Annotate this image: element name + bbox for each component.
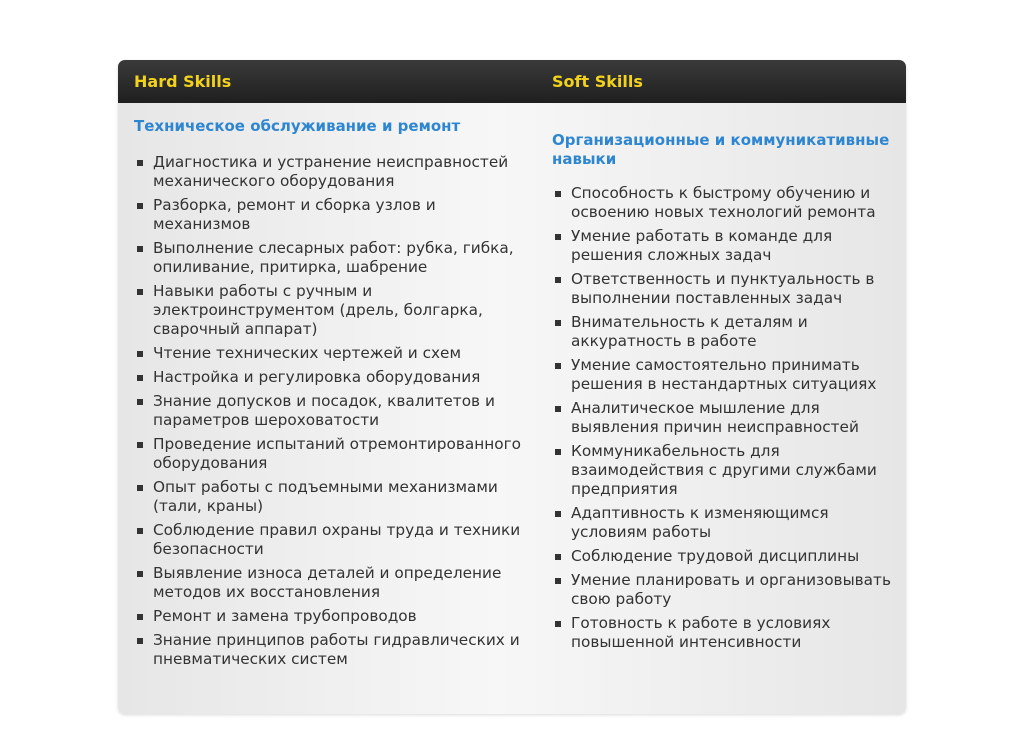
square-bullet-icon (555, 234, 561, 240)
list-item-text: Знание допусков и посадок, квалитетов и параметров шероховатости (153, 392, 495, 429)
square-bullet-icon (137, 528, 143, 534)
list-item (134, 282, 530, 339)
list-item (134, 564, 530, 602)
list-item-text: Чтение технических чертежей и схем (153, 344, 461, 362)
square-bullet-icon (137, 442, 143, 448)
list-item (552, 571, 892, 609)
list-item (134, 153, 530, 191)
table-header (118, 60, 906, 103)
list-item (552, 270, 892, 308)
list-item-text: Коммуникабельность для взаимодействия с другими службами предприятия (571, 442, 877, 498)
square-bullet-icon (555, 277, 561, 283)
square-bullet-icon (137, 375, 143, 381)
list-item-text: Диагностика и устранение неисправностей механического оборудования (153, 153, 509, 190)
list-item-text: Способность к быстрому обучению и освоению новых технологий ремонта (571, 184, 876, 221)
square-bullet-icon (137, 160, 143, 166)
list-item-text: Адаптивность к изменяющимся условиям работы (571, 504, 829, 541)
list-item (134, 521, 530, 559)
list-item-text: Соблюдение трудовой дисциплины (571, 547, 860, 565)
list-item (552, 356, 892, 394)
list-item (134, 631, 530, 669)
soft-skills-header: Soft Skills (552, 72, 643, 91)
list-item-text: Ремонт и замена трубопроводов (153, 607, 417, 625)
soft-skills-section-title: Организационные и коммуникативные навыки (552, 131, 890, 168)
hard-skills-list (134, 153, 530, 669)
list-item (134, 344, 530, 363)
square-bullet-icon (555, 621, 561, 627)
hard-skills-column (134, 103, 530, 674)
list-item (134, 478, 530, 516)
square-bullet-icon (137, 289, 143, 295)
list-item-text: Выполнение слесарных работ: рубка, гибка, опиливание, притирка, шабрение (153, 239, 514, 276)
list-item-text: Ответственность и пунктуальность в выполнении поставленных задач (571, 270, 875, 307)
list-item (134, 392, 530, 430)
list-item-text: Соблюдение правил охраны труда и техники безопасности (153, 521, 521, 558)
square-bullet-icon (555, 578, 561, 584)
list-item (552, 614, 892, 652)
square-bullet-icon (137, 399, 143, 405)
list-item (552, 547, 892, 566)
list-item-text: Опыт работы с подъемными механизмами (тали, краны) (153, 478, 498, 515)
square-bullet-icon (555, 320, 561, 326)
square-bullet-icon (137, 614, 143, 620)
list-item-text: Настройка и регулировка оборудования (153, 368, 481, 386)
square-bullet-icon (555, 191, 561, 197)
square-bullet-icon (137, 351, 143, 357)
list-item (134, 368, 530, 387)
list-item-text: Умение планировать и организовывать свою работу (571, 571, 891, 608)
hard-skills-section-title: Техническое обслуживание и ремонт (134, 117, 461, 135)
skills-card (118, 60, 906, 714)
list-item (134, 239, 530, 277)
list-item-text: Аналитическое мышление для выявления причин неисправностей (571, 399, 859, 436)
list-item-text: Выявление износа деталей и определение методов их восстановления (153, 564, 502, 601)
square-bullet-icon (137, 638, 143, 644)
list-item (134, 196, 530, 234)
list-item (552, 504, 892, 542)
square-bullet-icon (555, 554, 561, 560)
square-bullet-icon (137, 203, 143, 209)
list-item (134, 435, 530, 473)
square-bullet-icon (555, 406, 561, 412)
square-bullet-icon (137, 485, 143, 491)
hard-skills-header: Hard Skills (134, 72, 232, 91)
list-item-text: Умение самостоятельно принимать решения в нестандартных ситуациях (571, 356, 877, 393)
list-item-text: Готовность к работе в условиях повышенной интенсивности (571, 614, 831, 651)
list-item-text: Навыки работы с ручным и электроинструментом (дрель, болгарка, сварочный аппарат) (153, 282, 483, 338)
square-bullet-icon (555, 449, 561, 455)
square-bullet-icon (137, 571, 143, 577)
square-bullet-icon (555, 511, 561, 517)
square-bullet-icon (137, 246, 143, 252)
soft-skills-list (552, 184, 892, 652)
list-item (134, 607, 530, 626)
list-item (552, 399, 892, 437)
square-bullet-icon (555, 363, 561, 369)
list-item (552, 442, 892, 499)
list-item (552, 184, 892, 222)
list-item-text: Разборка, ремонт и сборка узлов и механизмов (153, 196, 436, 233)
soft-skills-column (552, 103, 892, 657)
list-item (552, 227, 892, 265)
list-item-text: Умение работать в команде для решения сложных задач (571, 227, 833, 264)
list-item (552, 313, 892, 351)
list-item-text: Проведение испытаний отремонтированного оборудования (153, 435, 522, 472)
list-item-text: Внимательность к деталям и аккуратность в работе (571, 313, 808, 350)
list-item-text: Знание принципов работы гидравлических и пневматических систем (153, 631, 520, 668)
